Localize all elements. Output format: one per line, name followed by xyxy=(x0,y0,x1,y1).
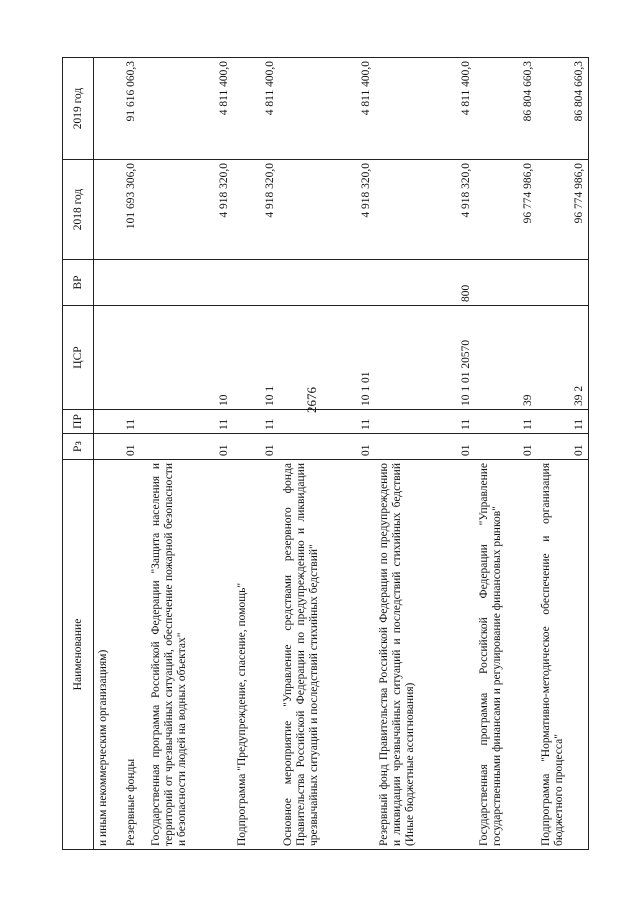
row-2019: 4 811 400,0 xyxy=(375,58,475,160)
row-name: Государственная программа Российской Федерации "Управление государственными финансами и регулирование финансовых рынков" xyxy=(475,460,537,850)
col-header-csr: ЦСР xyxy=(63,306,94,410)
row-csr: 10 xyxy=(147,306,233,410)
row-csr xyxy=(116,306,147,410)
row-vr xyxy=(537,260,589,306)
row-vr xyxy=(147,260,233,306)
row-vr xyxy=(94,260,116,306)
row-2018: 96 774 986,0 xyxy=(537,160,589,260)
row-csr: 10 1 01 20570 xyxy=(375,306,475,410)
row-pr xyxy=(94,410,116,434)
row-2018: 4 918 320,0 xyxy=(147,160,233,260)
table-row xyxy=(475,58,537,850)
row-csr: 39 2 xyxy=(537,306,589,410)
col-header-rz: Рз xyxy=(63,434,94,460)
row-pr: 11 xyxy=(375,410,475,434)
row-pr: 11 xyxy=(233,410,279,434)
row-rz: 01 xyxy=(475,434,537,460)
row-name: Основное мероприятие "Управление средствами резервного фонда Правительства Российской Федерации по предупреждению и ликвидации чрезвычайных ситуаций и последствий стихийных бедствий" xyxy=(279,460,375,850)
col-header-name: Наименование xyxy=(63,460,94,850)
row-pr: 11 xyxy=(147,410,233,434)
row-2018 xyxy=(94,160,116,260)
row-csr xyxy=(94,306,116,410)
row-2019: 86 804 660,3 xyxy=(475,58,537,160)
row-vr: 800 xyxy=(375,260,475,306)
row-vr xyxy=(279,260,375,306)
row-rz: 01 xyxy=(233,434,279,460)
table-header-row xyxy=(63,58,94,850)
page-number: 2676 xyxy=(304,387,319,413)
row-csr: 10 1 01 xyxy=(279,306,375,410)
row-2019 xyxy=(94,58,116,160)
row-vr xyxy=(233,260,279,306)
row-rz: 01 xyxy=(279,434,375,460)
table-row xyxy=(375,58,475,850)
row-2018: 4 918 320,0 xyxy=(375,160,475,260)
row-pr: 11 xyxy=(279,410,375,434)
row-2018: 96 774 986,0 xyxy=(475,160,537,260)
row-rz xyxy=(94,434,116,460)
row-2019: 86 804 660,3 xyxy=(537,58,589,160)
row-vr xyxy=(475,260,537,306)
budget-table xyxy=(62,57,589,850)
row-rz: 01 xyxy=(147,434,233,460)
row-name: Подпрограмма "Нормативно-методическое обеспечение и организация бюджетного процесса" xyxy=(537,460,589,850)
row-2018: 4 918 320,0 xyxy=(279,160,375,260)
row-2018: 4 918 320,0 xyxy=(233,160,279,260)
row-pr: 11 xyxy=(116,410,147,434)
row-csr: 39 xyxy=(475,306,537,410)
row-vr xyxy=(116,260,147,306)
table-row xyxy=(94,58,116,850)
row-name: Подпрограмма "Предупреждение, спасение, помощь" xyxy=(233,460,279,850)
row-rz: 01 xyxy=(375,434,475,460)
row-2019: 91 616 060,3 xyxy=(116,58,147,160)
table-row xyxy=(537,58,589,850)
col-header-2019: 2019 год xyxy=(63,58,94,160)
row-2018: 101 693 306,0 xyxy=(116,160,147,260)
table-row xyxy=(147,58,233,850)
row-pr: 11 xyxy=(537,410,589,434)
table-row xyxy=(116,58,147,850)
col-header-pr: ПР xyxy=(63,410,94,434)
row-2019: 4 811 400,0 xyxy=(147,58,233,160)
row-csr: 10 1 xyxy=(233,306,279,410)
row-name: Резервный фонд Правительства Российской Федерации по предупреждению и ликвидации чрезвычайных ситуаций и последствий стихийных бедствий (Иные бюджетные ассигнования) xyxy=(375,460,475,850)
col-header-vr: ВР xyxy=(63,260,94,306)
row-name: Государственная программа Российской Федерации "Защита населения и территорий от чрезвычайных ситуаций, обеспечение пожарной безопасности и безопасности людей на водных объектах" xyxy=(147,460,233,850)
table-row xyxy=(233,58,279,850)
row-2019: 4 811 400,0 xyxy=(233,58,279,160)
row-rz: 01 xyxy=(116,434,147,460)
row-rz: 01 xyxy=(537,434,589,460)
budget-table-wrapper xyxy=(62,58,590,850)
table-row xyxy=(279,58,375,850)
row-2019: 4 811 400,0 xyxy=(279,58,375,160)
row-pr: 11 xyxy=(475,410,537,434)
row-name: и иным некоммерческим организациям) xyxy=(94,460,116,850)
row-name: Резервные фонды xyxy=(116,460,147,850)
col-header-2018: 2018 год xyxy=(63,160,94,260)
